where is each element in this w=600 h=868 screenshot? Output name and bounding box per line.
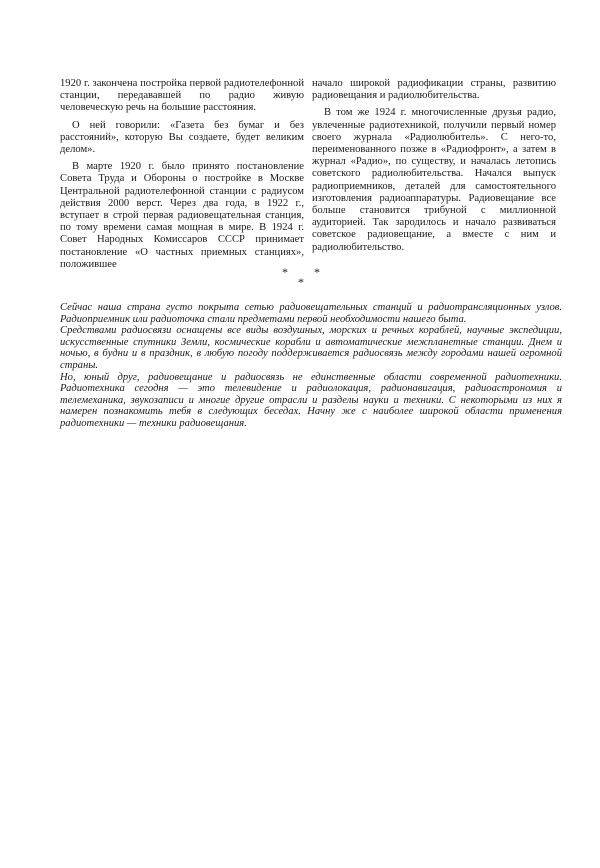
closing-paragraph-1: Сейчас наша страна густо покрыта сетью радиовещательных станций и радиотрансляционных узлов. Радиоприемник или радиоточка стали предметами первой необходимости нашего быта. (60, 302, 562, 325)
separator-star: * (282, 265, 288, 279)
left-paragraph-2: О ней говорили: «Газета без бумаг и без расстояний», которую Вы создаете, будет великим делом». (60, 119, 304, 156)
section-separator (278, 265, 328, 287)
right-paragraph-2: В том же 1924 г. многочисленные друзья радио, увлеченные радиотехникой, получили первый номер своего журнала «Радиолюбитель». С него-то, переименованного позже в «Радиофронт», а затем в журнал «Радио», по существу, и началась летопись советского радиолюбительства. Начался выпуск радиоприемников, деталей для самостоятельного изготовления радиоаппаратуры. Радиовещание все больше становится трибуной с миллионной аудиторией. Так зародилось и начало развиваться советское радиовещание, а вместе с ним и радиолюбительство. (312, 107, 556, 253)
left-paragraph-1: 1920 г. закончена постройка первой радиотелефонной станции, передававшей по радио живую человеческую речь на большие расстояния. (60, 78, 304, 114)
closing-paragraph-2: Средствами радиосвязи оснащены все виды воздушных, морских и речных кораблей, научные экспедиции, искусственные спутники Земли, космические корабли и автоматические межпланетные станции. Днем и ночью, в будни и в праздник, в любую погоду поддерживается радиосвязь между городами нашей огромной страны. (60, 325, 562, 371)
closing-italic-block (60, 302, 562, 430)
separator-star: * (314, 265, 320, 279)
left-paragraph-3: В марте 1920 г. было принято постановление Совета Труда и Обороны о постройке в Москве Центральной радиотелефонной станции с радиусом действия 2000 верст. Через два года, в 1922 г., вступает в строй первая радиовещательная станция, по тому времени самая мощная в мире. В 1924 г. Совет Народных Комиссаров СССР принимает постановление «О частных приемных станциях», положившее (60, 161, 304, 270)
right-paragraph-1: начало широкой радиофикации страны, развитию радиовещания и радиолюбительства. (312, 78, 556, 102)
closing-paragraph-3: Но, юный друг, радиовещание и радиосвязь не единственные области современной радиотехники. Радиотехника сегодня — это телевидение и радиолокация, радионавигация, радиоастрономия и телемеханика, звукозаписи и многие другие отрасли и разделы науки и техники. С некоторыми из них я намерен познакомить тебя в следующих беседах. Начну же с наиболее широкой области применения радиотехники — техники радиовещания. (60, 371, 562, 429)
separator-star: * (298, 275, 304, 289)
right-column (312, 78, 556, 254)
left-column (60, 78, 304, 271)
